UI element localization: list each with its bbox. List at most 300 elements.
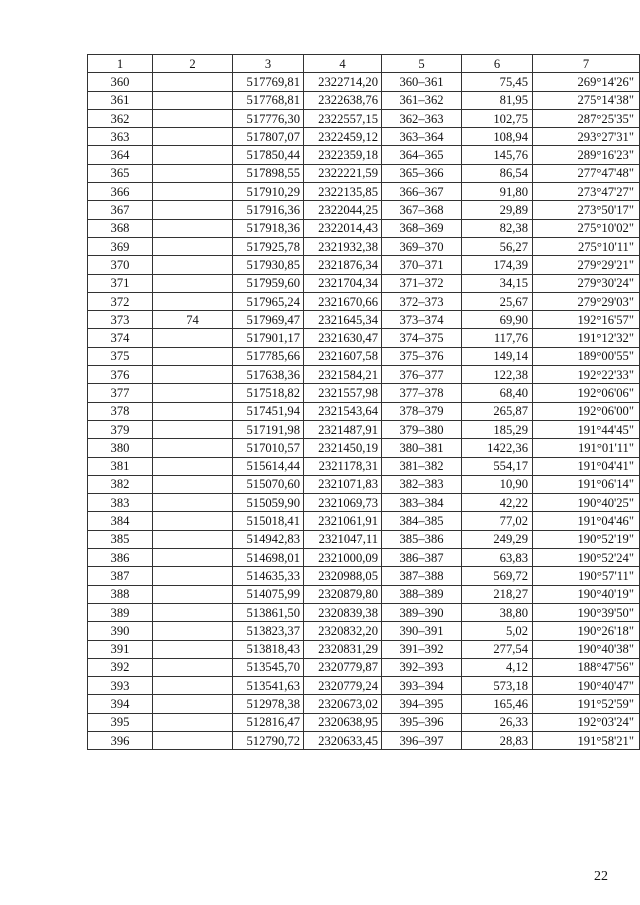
cell-segment: 373–374 xyxy=(382,311,462,329)
cell-x-coordinate: 517191,98 xyxy=(233,420,304,438)
cell-x-coordinate: 517959,60 xyxy=(233,274,304,292)
cell-length: 117,76 xyxy=(462,329,533,347)
cell-x-coordinate: 517776,30 xyxy=(233,109,304,127)
cell-contour-number xyxy=(153,73,233,91)
cell-contour-number xyxy=(153,128,233,146)
cell-segment: 375–376 xyxy=(382,347,462,365)
coordinates-table-container xyxy=(87,54,640,750)
cell-contour-number xyxy=(153,603,233,621)
cell-segment: 374–375 xyxy=(382,329,462,347)
cell-y-coordinate: 2321557,98 xyxy=(304,384,382,402)
cell-point-number: 379 xyxy=(88,420,153,438)
cell-length: 249,29 xyxy=(462,530,533,548)
cell-bearing: 273°47'27" xyxy=(533,183,640,201)
cell-segment: 368–369 xyxy=(382,219,462,237)
cell-x-coordinate: 517898,55 xyxy=(233,164,304,182)
cell-point-number: 393 xyxy=(88,677,153,695)
cell-x-coordinate: 517930,85 xyxy=(233,256,304,274)
table-row xyxy=(88,201,640,219)
cell-bearing: 192°06'06" xyxy=(533,384,640,402)
column-header-6: 6 xyxy=(462,55,533,73)
cell-length: 10,90 xyxy=(462,475,533,493)
cell-bearing: 190°40'25" xyxy=(533,494,640,512)
cell-y-coordinate: 2321704,34 xyxy=(304,274,382,292)
cell-x-coordinate: 517768,81 xyxy=(233,91,304,109)
cell-y-coordinate: 2320988,05 xyxy=(304,567,382,585)
table-row xyxy=(88,292,640,310)
table-row xyxy=(88,146,640,164)
cell-x-coordinate: 514698,01 xyxy=(233,549,304,567)
cell-y-coordinate: 2321607,58 xyxy=(304,347,382,365)
cell-y-coordinate: 2320879,80 xyxy=(304,585,382,603)
cell-contour-number xyxy=(153,622,233,640)
cell-segment: 361–362 xyxy=(382,91,462,109)
column-header-4: 4 xyxy=(304,55,382,73)
cell-segment: 380–381 xyxy=(382,439,462,457)
table-header-row xyxy=(88,55,640,73)
cell-bearing: 191°52'59" xyxy=(533,695,640,713)
cell-bearing: 190°40'38" xyxy=(533,640,640,658)
cell-contour-number xyxy=(153,109,233,127)
cell-x-coordinate: 513861,50 xyxy=(233,603,304,621)
cell-x-coordinate: 517785,66 xyxy=(233,347,304,365)
table-row xyxy=(88,128,640,146)
cell-contour-number: 74 xyxy=(153,311,233,329)
table-row xyxy=(88,329,640,347)
cell-bearing: 190°40'19" xyxy=(533,585,640,603)
cell-bearing: 190°40'47" xyxy=(533,677,640,695)
cell-x-coordinate: 512816,47 xyxy=(233,713,304,731)
cell-bearing: 273°50'17" xyxy=(533,201,640,219)
cell-length: 25,67 xyxy=(462,292,533,310)
cell-x-coordinate: 515018,41 xyxy=(233,512,304,530)
cell-length: 1422,36 xyxy=(462,439,533,457)
cell-length: 38,80 xyxy=(462,603,533,621)
cell-length: 42,22 xyxy=(462,494,533,512)
table-row xyxy=(88,237,640,255)
cell-point-number: 375 xyxy=(88,347,153,365)
cell-bearing: 277°47'48" xyxy=(533,164,640,182)
cell-x-coordinate: 517916,36 xyxy=(233,201,304,219)
cell-point-number: 391 xyxy=(88,640,153,658)
cell-length: 34,15 xyxy=(462,274,533,292)
cell-point-number: 389 xyxy=(88,603,153,621)
table-row xyxy=(88,274,640,292)
cell-point-number: 388 xyxy=(88,585,153,603)
cell-length: 218,27 xyxy=(462,585,533,603)
cell-contour-number xyxy=(153,420,233,438)
cell-x-coordinate: 514942,83 xyxy=(233,530,304,548)
cell-length: 28,83 xyxy=(462,731,533,749)
column-header-7: 7 xyxy=(533,55,640,73)
table-row xyxy=(88,549,640,567)
table-row xyxy=(88,311,640,329)
cell-y-coordinate: 2321645,34 xyxy=(304,311,382,329)
cell-contour-number xyxy=(153,640,233,658)
cell-x-coordinate: 512790,72 xyxy=(233,731,304,749)
cell-point-number: 364 xyxy=(88,146,153,164)
cell-y-coordinate: 2321069,73 xyxy=(304,494,382,512)
table-row xyxy=(88,439,640,457)
cell-point-number: 382 xyxy=(88,475,153,493)
cell-length: 68,40 xyxy=(462,384,533,402)
table-row xyxy=(88,603,640,621)
table-row xyxy=(88,494,640,512)
cell-point-number: 376 xyxy=(88,366,153,384)
cell-segment: 389–390 xyxy=(382,603,462,621)
cell-segment: 377–378 xyxy=(382,384,462,402)
cell-x-coordinate: 517807,07 xyxy=(233,128,304,146)
cell-bearing: 190°52'24" xyxy=(533,549,640,567)
cell-x-coordinate: 517918,36 xyxy=(233,219,304,237)
cell-bearing: 279°30'24" xyxy=(533,274,640,292)
cell-length: 165,46 xyxy=(462,695,533,713)
cell-x-coordinate: 517910,29 xyxy=(233,183,304,201)
cell-y-coordinate: 2320832,20 xyxy=(304,622,382,640)
cell-x-coordinate: 515070,60 xyxy=(233,475,304,493)
cell-segment: 364–365 xyxy=(382,146,462,164)
cell-y-coordinate: 2321000,09 xyxy=(304,549,382,567)
cell-y-coordinate: 2322557,15 xyxy=(304,109,382,127)
cell-segment: 390–391 xyxy=(382,622,462,640)
cell-y-coordinate: 2322714,20 xyxy=(304,73,382,91)
cell-bearing: 190°52'19" xyxy=(533,530,640,548)
cell-contour-number xyxy=(153,457,233,475)
cell-bearing: 279°29'03" xyxy=(533,292,640,310)
table-row xyxy=(88,475,640,493)
cell-bearing: 192°22'33" xyxy=(533,366,640,384)
cell-segment: 378–379 xyxy=(382,402,462,420)
cell-bearing: 293°27'31" xyxy=(533,128,640,146)
cell-length: 82,38 xyxy=(462,219,533,237)
cell-bearing: 191°04'41" xyxy=(533,457,640,475)
cell-y-coordinate: 2321543,64 xyxy=(304,402,382,420)
cell-bearing: 191°12'32" xyxy=(533,329,640,347)
cell-point-number: 381 xyxy=(88,457,153,475)
cell-length: 29,89 xyxy=(462,201,533,219)
cell-y-coordinate: 2322135,85 xyxy=(304,183,382,201)
cell-length: 174,39 xyxy=(462,256,533,274)
table-row xyxy=(88,512,640,530)
cell-bearing: 190°57'11" xyxy=(533,567,640,585)
cell-contour-number xyxy=(153,329,233,347)
cell-contour-number xyxy=(153,274,233,292)
cell-y-coordinate: 2321047,11 xyxy=(304,530,382,548)
cell-segment: 372–373 xyxy=(382,292,462,310)
cell-length: 26,33 xyxy=(462,713,533,731)
cell-y-coordinate: 2321071,83 xyxy=(304,475,382,493)
cell-y-coordinate: 2322359,18 xyxy=(304,146,382,164)
cell-contour-number xyxy=(153,658,233,676)
cell-bearing: 190°26'18" xyxy=(533,622,640,640)
cell-point-number: 386 xyxy=(88,549,153,567)
cell-bearing: 275°10'11" xyxy=(533,237,640,255)
cell-point-number: 366 xyxy=(88,183,153,201)
cell-x-coordinate: 517638,36 xyxy=(233,366,304,384)
cell-length: 569,72 xyxy=(462,567,533,585)
cell-y-coordinate: 2322014,43 xyxy=(304,219,382,237)
cell-segment: 362–363 xyxy=(382,109,462,127)
table-row xyxy=(88,91,640,109)
cell-bearing: 191°04'46" xyxy=(533,512,640,530)
cell-point-number: 362 xyxy=(88,109,153,127)
cell-y-coordinate: 2322044,25 xyxy=(304,201,382,219)
column-header-2: 2 xyxy=(153,55,233,73)
cell-contour-number xyxy=(153,695,233,713)
cell-point-number: 396 xyxy=(88,731,153,749)
cell-segment: 392–393 xyxy=(382,658,462,676)
cell-y-coordinate: 2320779,24 xyxy=(304,677,382,695)
cell-x-coordinate: 512978,38 xyxy=(233,695,304,713)
cell-segment: 384–385 xyxy=(382,512,462,530)
cell-point-number: 392 xyxy=(88,658,153,676)
cell-contour-number xyxy=(153,219,233,237)
cell-x-coordinate: 517850,44 xyxy=(233,146,304,164)
cell-contour-number xyxy=(153,494,233,512)
cell-bearing: 191°06'14" xyxy=(533,475,640,493)
cell-contour-number xyxy=(153,585,233,603)
table-row xyxy=(88,109,640,127)
table-row xyxy=(88,219,640,237)
cell-segment: 381–382 xyxy=(382,457,462,475)
cell-y-coordinate: 2320839,38 xyxy=(304,603,382,621)
cell-contour-number xyxy=(153,731,233,749)
cell-contour-number xyxy=(153,439,233,457)
cell-y-coordinate: 2321876,34 xyxy=(304,256,382,274)
cell-point-number: 363 xyxy=(88,128,153,146)
cell-y-coordinate: 2320831,29 xyxy=(304,640,382,658)
cell-length: 108,94 xyxy=(462,128,533,146)
cell-segment: 386–387 xyxy=(382,549,462,567)
cell-length: 81,95 xyxy=(462,91,533,109)
column-header-3: 3 xyxy=(233,55,304,73)
cell-segment: 379–380 xyxy=(382,420,462,438)
table-row xyxy=(88,677,640,695)
cell-y-coordinate: 2322638,76 xyxy=(304,91,382,109)
table-row xyxy=(88,658,640,676)
table-row xyxy=(88,73,640,91)
cell-point-number: 368 xyxy=(88,219,153,237)
cell-point-number: 367 xyxy=(88,201,153,219)
cell-segment: 385–386 xyxy=(382,530,462,548)
cell-contour-number xyxy=(153,384,233,402)
cell-y-coordinate: 2322459,12 xyxy=(304,128,382,146)
cell-length: 554,17 xyxy=(462,457,533,475)
cell-length: 77,02 xyxy=(462,512,533,530)
cell-segment: 365–366 xyxy=(382,164,462,182)
table-row xyxy=(88,585,640,603)
cell-bearing: 275°14'38" xyxy=(533,91,640,109)
cell-length: 573,18 xyxy=(462,677,533,695)
cell-point-number: 361 xyxy=(88,91,153,109)
cell-length: 63,83 xyxy=(462,549,533,567)
cell-bearing: 188°47'56" xyxy=(533,658,640,676)
cell-length: 102,75 xyxy=(462,109,533,127)
cell-x-coordinate: 517518,82 xyxy=(233,384,304,402)
cell-length: 149,14 xyxy=(462,347,533,365)
cell-point-number: 383 xyxy=(88,494,153,512)
table-row xyxy=(88,640,640,658)
cell-point-number: 377 xyxy=(88,384,153,402)
cell-contour-number xyxy=(153,347,233,365)
cell-length: 5,02 xyxy=(462,622,533,640)
cell-bearing: 192°06'00" xyxy=(533,402,640,420)
cell-segment: 376–377 xyxy=(382,366,462,384)
cell-point-number: 394 xyxy=(88,695,153,713)
cell-point-number: 387 xyxy=(88,567,153,585)
cell-point-number: 384 xyxy=(88,512,153,530)
cell-contour-number xyxy=(153,146,233,164)
cell-x-coordinate: 517451,94 xyxy=(233,402,304,420)
cell-x-coordinate: 513823,37 xyxy=(233,622,304,640)
cell-segment: 382–383 xyxy=(382,475,462,493)
cell-point-number: 378 xyxy=(88,402,153,420)
cell-y-coordinate: 2320633,45 xyxy=(304,731,382,749)
cell-contour-number xyxy=(153,549,233,567)
cell-segment: 360–361 xyxy=(382,73,462,91)
table-row xyxy=(88,402,640,420)
column-header-1: 1 xyxy=(88,55,153,73)
cell-point-number: 365 xyxy=(88,164,153,182)
cell-x-coordinate: 513541,63 xyxy=(233,677,304,695)
table-row xyxy=(88,420,640,438)
cell-x-coordinate: 517901,17 xyxy=(233,329,304,347)
cell-segment: 363–364 xyxy=(382,128,462,146)
cell-bearing: 190°39'50" xyxy=(533,603,640,621)
cell-length: 265,87 xyxy=(462,402,533,420)
cell-segment: 391–392 xyxy=(382,640,462,658)
cell-x-coordinate: 515614,44 xyxy=(233,457,304,475)
cell-segment: 396–397 xyxy=(382,731,462,749)
cell-x-coordinate: 517925,78 xyxy=(233,237,304,255)
cell-segment: 369–370 xyxy=(382,237,462,255)
table-row xyxy=(88,256,640,274)
cell-contour-number xyxy=(153,237,233,255)
cell-x-coordinate: 517010,57 xyxy=(233,439,304,457)
cell-contour-number xyxy=(153,567,233,585)
cell-x-coordinate: 517965,24 xyxy=(233,292,304,310)
cell-contour-number xyxy=(153,530,233,548)
cell-segment: 387–388 xyxy=(382,567,462,585)
cell-length: 277,54 xyxy=(462,640,533,658)
cell-contour-number xyxy=(153,677,233,695)
coordinates-table xyxy=(87,54,640,750)
cell-bearing: 269°14'26" xyxy=(533,73,640,91)
page-number: 22 xyxy=(594,869,608,884)
cell-contour-number xyxy=(153,256,233,274)
table-body xyxy=(88,73,640,750)
cell-bearing: 287°25'35" xyxy=(533,109,640,127)
cell-length: 185,29 xyxy=(462,420,533,438)
cell-contour-number xyxy=(153,91,233,109)
cell-point-number: 369 xyxy=(88,237,153,255)
cell-point-number: 395 xyxy=(88,713,153,731)
cell-bearing: 275°10'02" xyxy=(533,219,640,237)
cell-y-coordinate: 2321450,19 xyxy=(304,439,382,457)
cell-bearing: 289°16'23" xyxy=(533,146,640,164)
cell-contour-number xyxy=(153,713,233,731)
cell-x-coordinate: 514635,33 xyxy=(233,567,304,585)
cell-y-coordinate: 2322221,59 xyxy=(304,164,382,182)
cell-y-coordinate: 2321584,21 xyxy=(304,366,382,384)
column-header-5: 5 xyxy=(382,55,462,73)
cell-point-number: 360 xyxy=(88,73,153,91)
cell-bearing: 191°01'11" xyxy=(533,439,640,457)
cell-segment: 394–395 xyxy=(382,695,462,713)
cell-y-coordinate: 2320638,95 xyxy=(304,713,382,731)
cell-bearing: 191°44'45" xyxy=(533,420,640,438)
table-row xyxy=(88,695,640,713)
cell-y-coordinate: 2321932,38 xyxy=(304,237,382,255)
cell-x-coordinate: 513545,70 xyxy=(233,658,304,676)
cell-bearing: 191°58'21" xyxy=(533,731,640,749)
cell-segment: 393–394 xyxy=(382,677,462,695)
cell-contour-number xyxy=(153,512,233,530)
table-row xyxy=(88,567,640,585)
cell-length: 75,45 xyxy=(462,73,533,91)
table-row xyxy=(88,530,640,548)
cell-contour-number xyxy=(153,475,233,493)
cell-x-coordinate: 513818,43 xyxy=(233,640,304,658)
table-row xyxy=(88,366,640,384)
cell-y-coordinate: 2321061,91 xyxy=(304,512,382,530)
cell-contour-number xyxy=(153,183,233,201)
cell-point-number: 370 xyxy=(88,256,153,274)
cell-y-coordinate: 2321630,47 xyxy=(304,329,382,347)
cell-bearing: 192°03'24" xyxy=(533,713,640,731)
table-row xyxy=(88,384,640,402)
cell-length: 145,76 xyxy=(462,146,533,164)
cell-segment: 395–396 xyxy=(382,713,462,731)
cell-bearing: 189°00'55" xyxy=(533,347,640,365)
table-row xyxy=(88,622,640,640)
cell-point-number: 374 xyxy=(88,329,153,347)
cell-length: 56,27 xyxy=(462,237,533,255)
cell-y-coordinate: 2321178,31 xyxy=(304,457,382,475)
cell-segment: 383–384 xyxy=(382,494,462,512)
cell-contour-number xyxy=(153,201,233,219)
cell-length: 122,38 xyxy=(462,366,533,384)
cell-contour-number xyxy=(153,292,233,310)
cell-length: 91,80 xyxy=(462,183,533,201)
cell-length: 86,54 xyxy=(462,164,533,182)
cell-y-coordinate: 2321670,66 xyxy=(304,292,382,310)
cell-length: 4,12 xyxy=(462,658,533,676)
table-row xyxy=(88,731,640,749)
table-row xyxy=(88,457,640,475)
table-row xyxy=(88,164,640,182)
cell-contour-number xyxy=(153,164,233,182)
cell-y-coordinate: 2321487,91 xyxy=(304,420,382,438)
cell-segment: 371–372 xyxy=(382,274,462,292)
cell-bearing: 279°29'21" xyxy=(533,256,640,274)
cell-x-coordinate: 517769,81 xyxy=(233,73,304,91)
cell-x-coordinate: 515059,90 xyxy=(233,494,304,512)
table-row xyxy=(88,713,640,731)
cell-y-coordinate: 2320673,02 xyxy=(304,695,382,713)
cell-segment: 370–371 xyxy=(382,256,462,274)
cell-bearing: 192°16'57" xyxy=(533,311,640,329)
cell-contour-number xyxy=(153,402,233,420)
table-row xyxy=(88,183,640,201)
cell-point-number: 373 xyxy=(88,311,153,329)
cell-segment: 367–368 xyxy=(382,201,462,219)
cell-segment: 366–367 xyxy=(382,183,462,201)
cell-y-coordinate: 2320779,87 xyxy=(304,658,382,676)
cell-x-coordinate: 517969,47 xyxy=(233,311,304,329)
cell-point-number: 371 xyxy=(88,274,153,292)
cell-contour-number xyxy=(153,366,233,384)
